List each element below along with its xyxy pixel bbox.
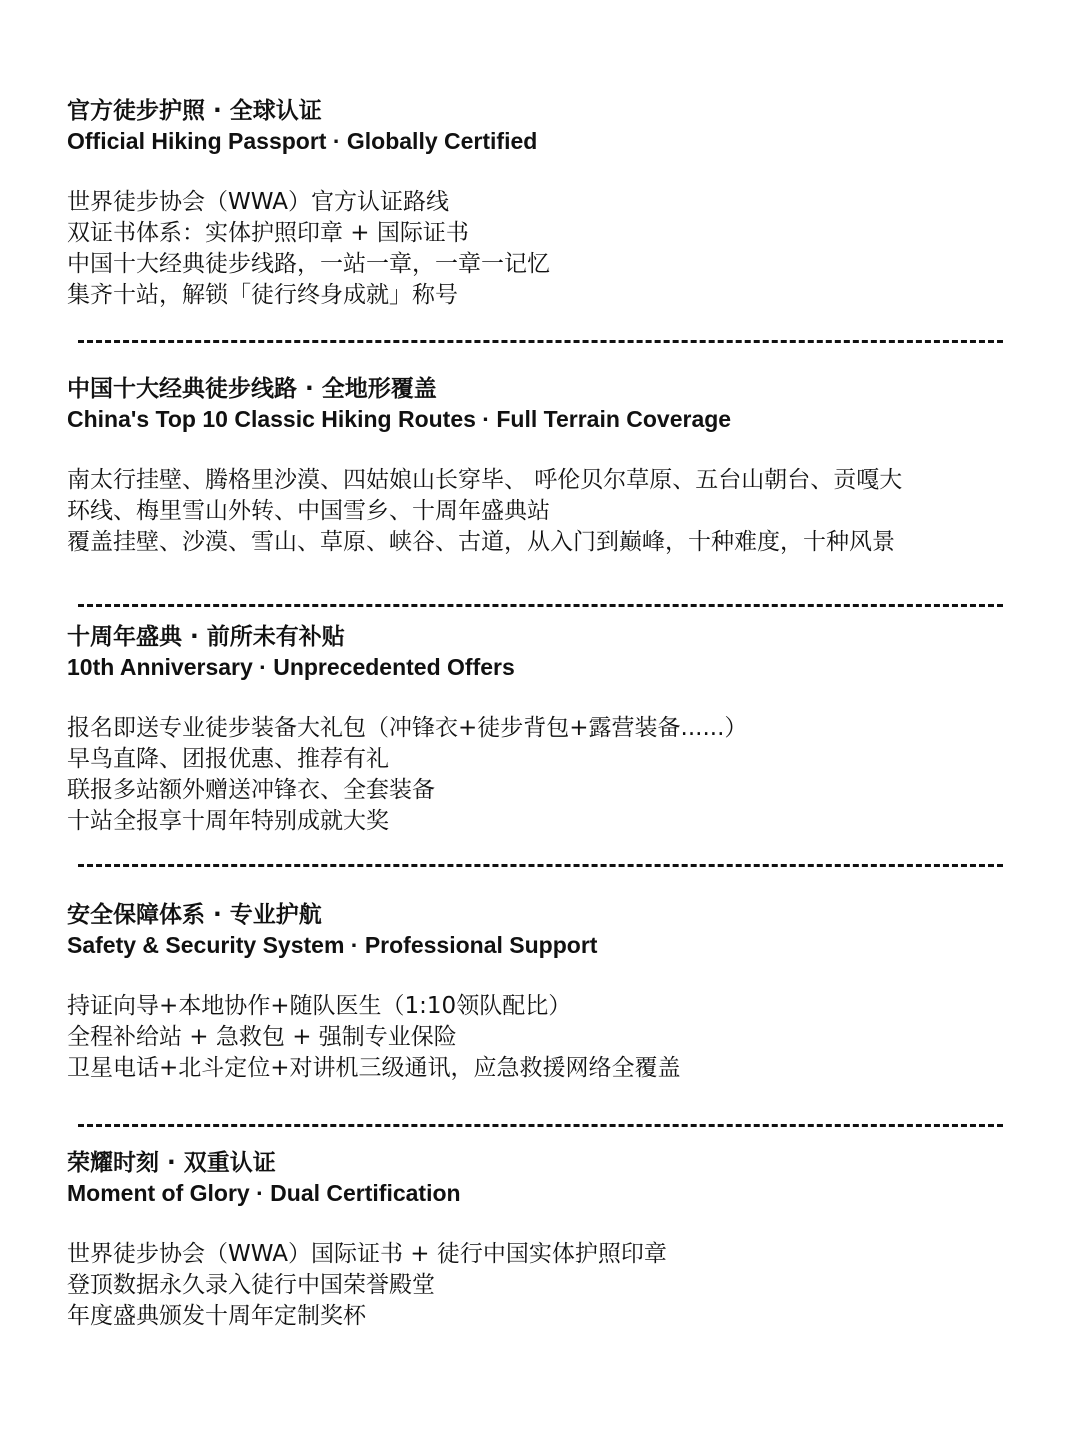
body-line: 早鸟直降、团报优惠、推荐有礼: [67, 746, 389, 772]
section-title-en: Moment of Glory · Dual Certification: [67, 1180, 461, 1206]
body-line: 全程补给站 + 急救包 + 强制专业保险: [67, 1024, 457, 1050]
section-safety: [67, 900, 1007, 1084]
section-title-zh: 荣耀时刻 · 双重认证: [67, 1150, 276, 1176]
section-title-zh: 中国十大经典徒步线路 · 全地形覆盖: [67, 376, 437, 402]
body-line: 环线、梅里雪山外转、中国雪乡、十周年盛典站: [67, 498, 550, 524]
body-line: 年度盛典颁发十周年定制奖杯: [67, 1303, 366, 1329]
body-line: 世界徒步协会（WWA）官方认证路线: [67, 189, 449, 215]
section-passport: [67, 96, 1007, 311]
section-title-en: China's Top 10 Classic Hiking Routes · Full Terrain Coverage: [67, 406, 732, 432]
dashed-divider: [78, 604, 1003, 607]
dashed-divider: [78, 340, 1003, 343]
body-line: 集齐十站，解锁「徒行终身成就」称号: [67, 282, 458, 308]
section-title-zh: 安全保障体系 · 专业护航: [67, 902, 322, 928]
dashed-divider: [78, 864, 1003, 867]
section-title-en: Safety & Security System · Professional Support: [67, 932, 598, 958]
body-line: 覆盖挂壁、沙漠、雪山、草原、峡谷、古道，从入门到巅峰，十种难度，十种风景: [67, 529, 895, 555]
section-body: [67, 991, 1007, 1084]
section-anniversary: [67, 622, 1007, 837]
body-line: 联报多站额外赠送冲锋衣、全套装备: [67, 777, 435, 803]
body-line: 双证书体系：实体护照印章 + 国际证书: [67, 220, 469, 246]
body-line: 报名即送专业徒步装备大礼包（冲锋衣+徒步背包+露营装备......）: [67, 715, 748, 741]
section-body: [67, 465, 1007, 558]
section-body: [67, 713, 1007, 837]
section-body: [67, 1239, 1007, 1332]
body-line: 南太行挂壁、腾格里沙漠、四姑娘山长穿毕、 呼伦贝尔草原、五台山朝台、贡嘎大: [67, 467, 903, 493]
body-line: 世界徒步协会（WWA）国际证书 + 徒行中国实体护照印章: [67, 1241, 667, 1267]
section-body: [67, 187, 1007, 311]
section-glory: [67, 1148, 1007, 1332]
dashed-divider: [78, 1124, 1003, 1127]
section-routes: [67, 374, 1007, 558]
body-line: 登顶数据永久录入徒行中国荣誉殿堂: [67, 1272, 435, 1298]
body-line: 卫星电话+北斗定位+对讲机三级通讯，应急救援网络全覆盖: [67, 1055, 681, 1081]
section-title-en: 10th Anniversary · Unprecedented Offers: [67, 654, 515, 680]
body-line: 持证向导+本地协作+随队医生（1:10领队配比）: [67, 993, 572, 1019]
section-title-zh: 十周年盛典 · 前所未有补贴: [67, 624, 345, 650]
section-title-en: Official Hiking Passport · Globally Certified: [67, 128, 538, 154]
body-line: 中国十大经典徒步线路，一站一章，一章一记忆: [67, 251, 550, 277]
body-line: 十站全报享十周年特别成就大奖: [67, 808, 389, 834]
section-title-zh: 官方徒步护照 · 全球认证: [67, 98, 322, 124]
